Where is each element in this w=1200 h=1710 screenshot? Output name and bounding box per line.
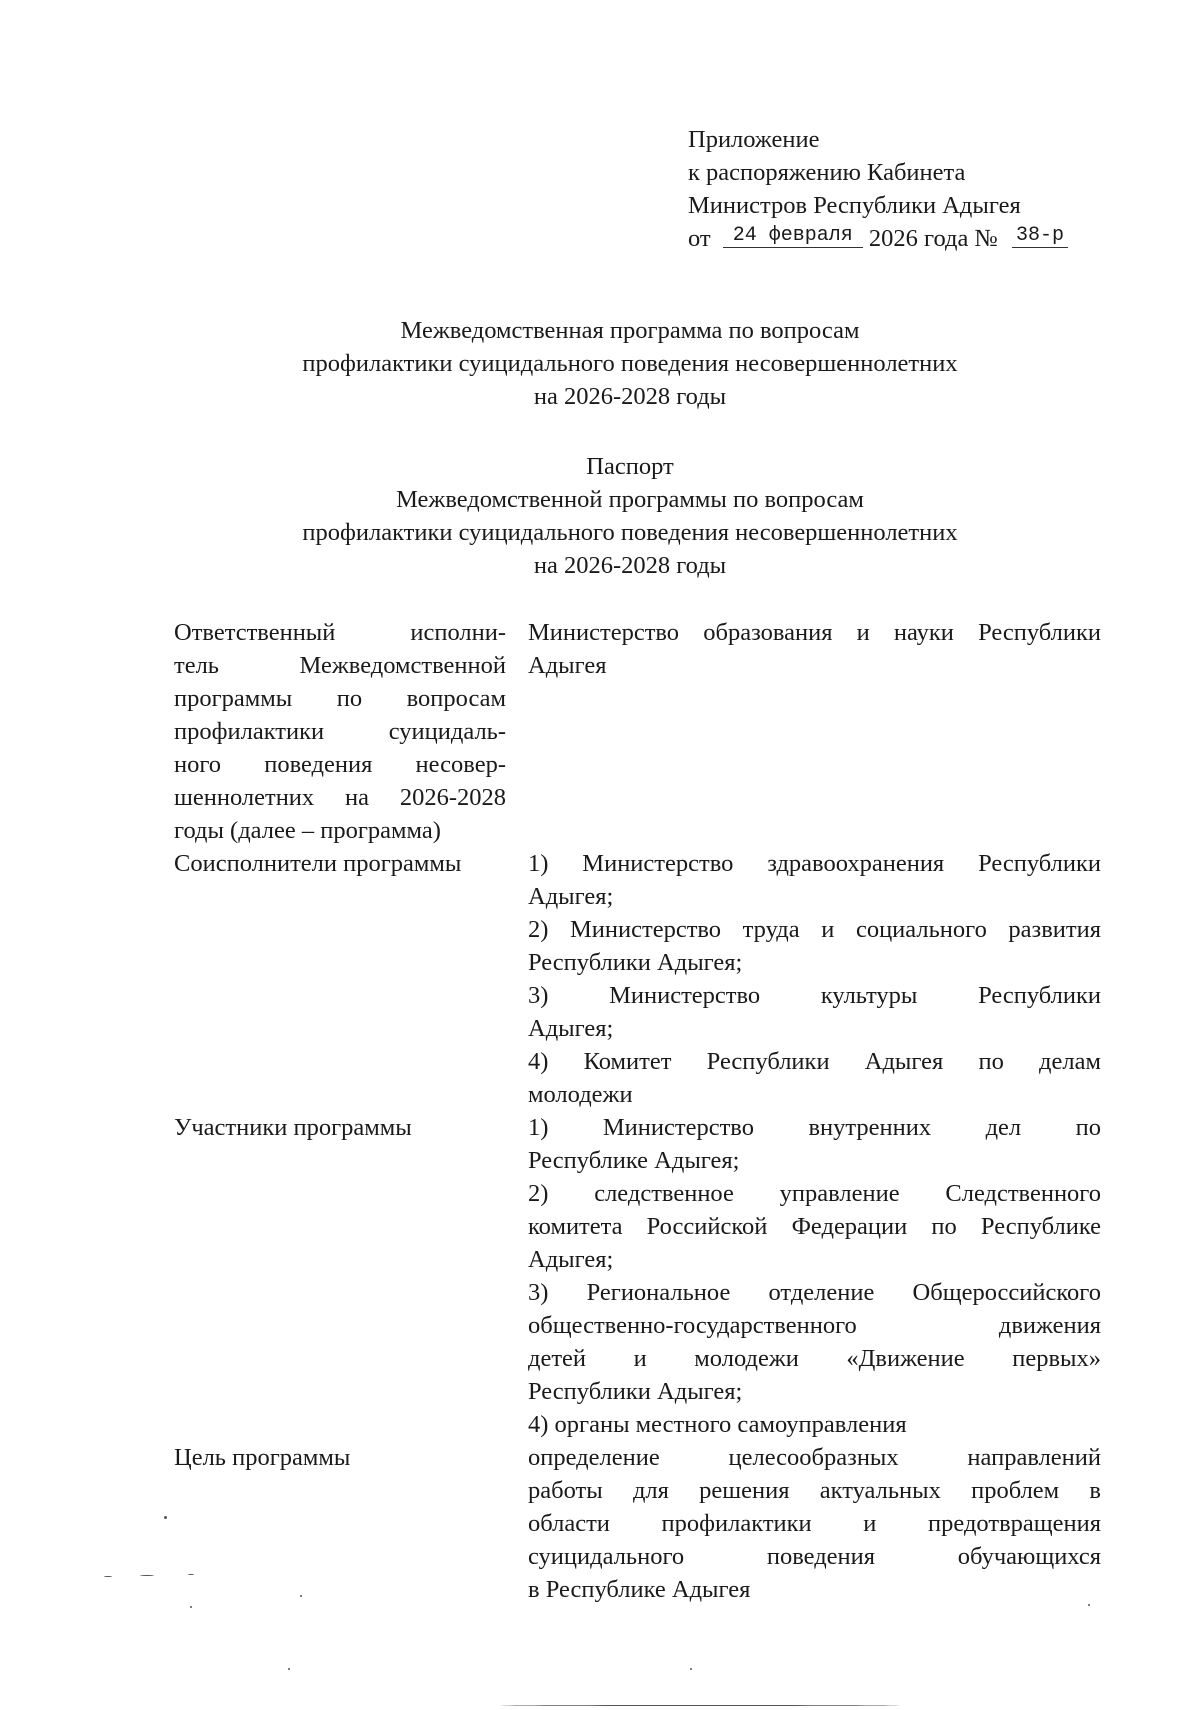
- appendix-cabinet-word: Кабинета: [867, 159, 966, 186]
- scan-speck: [190, 1606, 192, 1608]
- value-line: суицидального поведения обучающихся: [528, 1543, 1101, 1570]
- appendix-title: Приложение: [688, 126, 820, 153]
- value-line: общественно-государственного движения: [528, 1312, 1101, 1339]
- date-prefix: от: [688, 225, 711, 252]
- row-responsible: [174, 616, 1104, 847]
- passport-title-line-1: Паспорт: [586, 453, 674, 480]
- scan-speck: [188, 1574, 194, 1575]
- list-item: [528, 1276, 1101, 1408]
- scan-speck: [1088, 1604, 1090, 1606]
- row-participants-label: [174, 1111, 506, 1441]
- label-line: шеннолетних на 2026-2028: [174, 784, 506, 811]
- list-item: [528, 1177, 1101, 1276]
- row-coexecutors-value: [528, 847, 1101, 1111]
- label-line: Соисполнители программы: [174, 850, 462, 877]
- row-goal-label: [174, 1441, 506, 1606]
- label-line: годы (далее – программа): [174, 817, 441, 844]
- list-item: [528, 1045, 1101, 1111]
- value-line: 1) Министерство внутренних дел по: [528, 1114, 1101, 1141]
- value-line: области профилактики и предотвращения: [528, 1510, 1101, 1537]
- list-item: [528, 1111, 1101, 1177]
- label-line: ного поведения несовер-: [174, 751, 506, 778]
- value-line: 1) Министерство здравоохранения Республики: [528, 850, 1101, 877]
- appendix-k: к: [688, 159, 700, 186]
- value-line: Адыгея;: [528, 1246, 614, 1273]
- list-item: [528, 913, 1101, 979]
- program-title-line-3: на 2026-2028 годы: [533, 383, 727, 410]
- value-line: 4) органы местного самоуправления: [528, 1411, 907, 1438]
- value-line: детей и молодежи «Движение первых»: [528, 1345, 1101, 1372]
- passport-title: [0, 450, 1200, 582]
- passport-title-line-4: на 2026-2028 годы: [533, 552, 727, 579]
- value-line: 3) Министерство культуры Республики: [528, 982, 1101, 1009]
- label-line: Участники программы: [174, 1114, 412, 1141]
- row-responsible-label: [174, 616, 506, 847]
- value-line: Республике Адыгея;: [528, 1147, 740, 1174]
- order-number: 38-р: [1012, 225, 1068, 248]
- value-line: Адыгея;: [528, 883, 614, 910]
- value-line: 4) Комитет Республики Адыгея по делам: [528, 1048, 1101, 1075]
- date-value: 24 февраля: [723, 225, 863, 248]
- label-line: профилактики суицидаль-: [174, 718, 506, 745]
- value-line: Республики Адыгея;: [528, 949, 743, 976]
- scan-speck: [104, 1576, 112, 1577]
- scan-speck: [140, 1575, 154, 1576]
- list-item: [528, 979, 1101, 1045]
- passport-title-line-3: профилактики суицидального поведения несовершеннолетних: [302, 519, 958, 546]
- value-line: 2) следственное управление Следственного: [528, 1180, 1101, 1207]
- passport-table: [174, 616, 1104, 1606]
- value-line: работы для решения актуальных проблем в: [528, 1477, 1101, 1504]
- appendix-order-line: [688, 156, 1076, 189]
- value-line: Адыгея;: [528, 1015, 614, 1042]
- value-line: Министерство образования и науки Республики: [528, 619, 1101, 646]
- label-line: программы по вопросам: [174, 685, 506, 712]
- scan-speck: [164, 1516, 167, 1519]
- value-line: в Республике Адыгея: [528, 1576, 751, 1603]
- appendix-block: [688, 123, 1088, 255]
- row-goal: [174, 1441, 1104, 1606]
- value-line: определение целесообразных направлений: [528, 1444, 1101, 1471]
- value-line: молодежи: [528, 1081, 633, 1108]
- scan-speck: [500, 1705, 900, 1706]
- row-participants: [174, 1111, 1104, 1441]
- appendix-date-line: [688, 222, 1088, 255]
- row-coexecutors-label: [174, 847, 506, 1111]
- row-participants-value: [528, 1111, 1101, 1441]
- year-text: 2026 года №: [868, 225, 998, 252]
- value-line: комитета Российской Федерации по Республике: [528, 1213, 1101, 1240]
- value-line: 2) Министерство труда и социального развития: [528, 916, 1101, 943]
- appendix-order-word: распоряжению: [706, 159, 861, 186]
- program-title: [0, 314, 1200, 413]
- program-title-line-1: Межведомственная программа по вопросам: [400, 317, 860, 344]
- row-responsible-value: [528, 616, 1101, 847]
- passport-title-line-2: Межведомственной программы по вопросам: [396, 486, 864, 513]
- row-goal-value: [528, 1441, 1101, 1606]
- program-title-line-2: профилактики суицидального поведения несовершеннолетних: [302, 350, 958, 377]
- scan-speck: [300, 1595, 302, 1597]
- value-line: 3) Региональное отделение Общероссийского: [528, 1279, 1101, 1306]
- list-item: [528, 1408, 1101, 1441]
- scan-speck: [288, 1668, 290, 1670]
- list-item: [528, 847, 1101, 913]
- label-line: Ответственный исполни-: [174, 619, 506, 646]
- appendix-ministers-line: Министров Республики Адыгея: [688, 192, 1021, 219]
- value-line: Республики Адыгея;: [528, 1378, 743, 1405]
- label-line: Цель программы: [174, 1444, 351, 1471]
- label-line: тель Межведомственной: [174, 652, 506, 679]
- value-line: Адыгея: [528, 652, 607, 679]
- row-coexecutors: [174, 847, 1104, 1111]
- scan-speck: [690, 1668, 692, 1670]
